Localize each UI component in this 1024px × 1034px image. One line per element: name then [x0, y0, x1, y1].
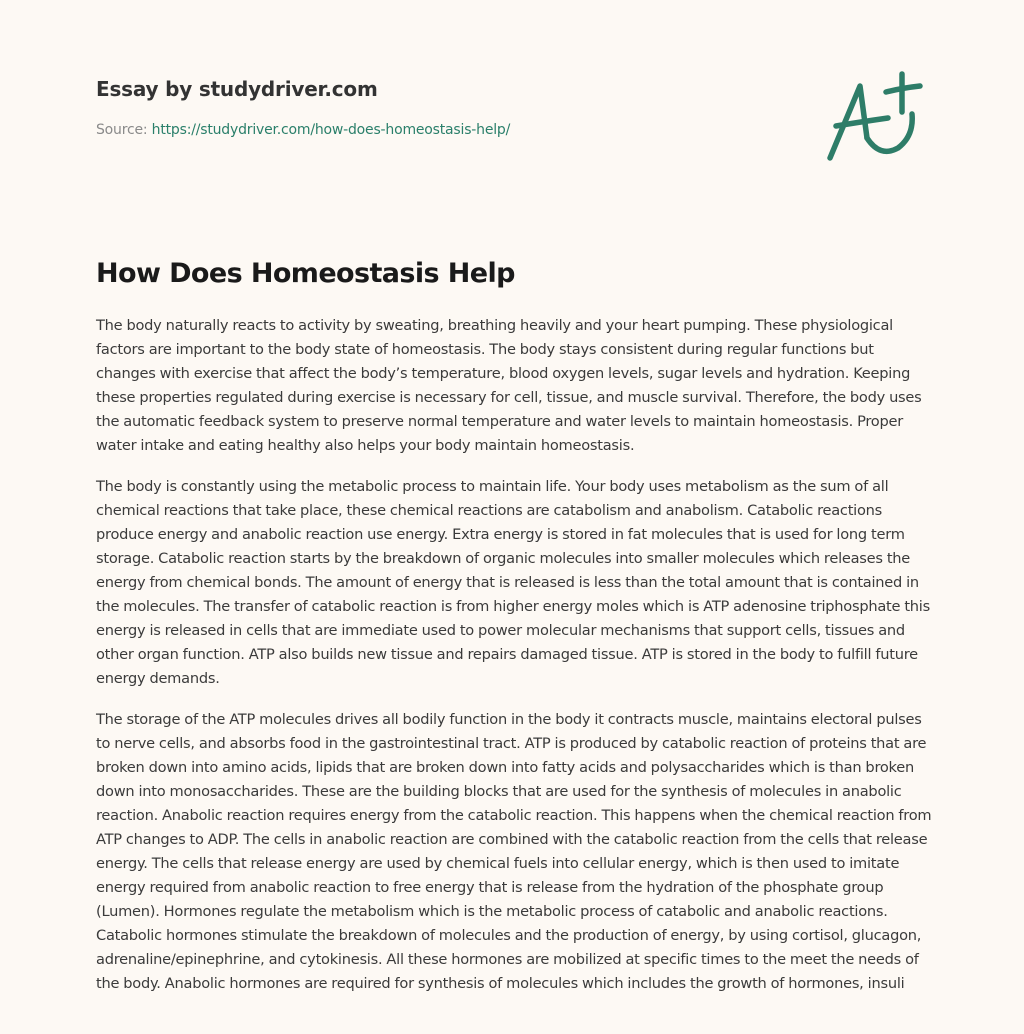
- article-body: [96, 314, 932, 1013]
- source-line: [96, 120, 796, 140]
- article-title: How Does Homeostasis Help: [96, 258, 515, 289]
- source-link[interactable]: https://studydriver.com/how-does-homeostasis-help/: [151, 122, 511, 138]
- a-plus-grade-icon: [820, 66, 930, 166]
- source-label: Source:: [96, 122, 148, 138]
- site-title: Essay by studydriver.com: [96, 77, 378, 101]
- article-paragraph: The body naturally reacts to activity by sweating, breathing heavily and your heart pumping. These physiological factors are important to the body state of homeostasis. The body stays consistent during regular functions but changes with exercise that affect the body’s temperature, blood oxygen levels, sugar levels and hydration. Keeping these properties regulated during exercise is necessary for cell, tissue, and muscle survival. Therefore, the body uses the automatic feedback system to preserve normal temperature and water levels to maintain homeostasis. Proper water intake and eating healthy also helps your body maintain homeostasis.: [96, 317, 922, 454]
- article-paragraph: The body is constantly using the metabolic process to maintain life. Your body uses metabolism as the sum of all chemical reactions that take place, these chemical reactions are catabolism and anabolism. Catabolic reactions produce energy and anabolic reaction use energy. Extra energy is stored in fat molecules that is used for long term storage. Catabolic reaction starts by the breakdown of organic molecules into smaller molecules which releases the energy from chemical bonds. The amount of energy that is released is less than the total amount that is contained in the molecules. The transfer of catabolic reaction is from higher energy moles which is ATP adenosine triphosphate this energy is released in cells that are immediate used to power molecular mechanisms that support cells, tissues and other organ function. ATP also builds new tissue and repairs damaged tissue. ATP is stored in the body to fulfill future energy demands.: [96, 478, 930, 687]
- article-paragraph: The storage of the ATP molecules drives all bodily function in the body it contracts muscle, maintains electoral pulses to nerve cells, and absorbs food in the gastrointestinal tract. ATP is produced by catabolic reaction of proteins that are broken down into amino acids, lipids that are broken down into fatty acids and polysaccharides which is than broken down into monosaccharides. These are the building blocks that are used for the synthesis of molecules in anabolic reaction. Anabolic reaction requires energy from the catabolic reaction. This happens when the chemical reaction from ATP changes to ADP. The cells in anabolic reaction are combined with the catabolic reaction from the cells that release energy. The cells that release energy are used by chemical fuels into cellular energy, which is then used to imitate energy required from anabolic reaction to free energy that is release from the hydration of the phosphate group (Lumen). Hormones regulate the metabolism which is the metabolic process of catabolic and anabolic reactions. Catabolic hormones stimulate the breakdown of molecules and the production of energy, by using cortisol, glucagon, adrenaline/epinephrine, and cytokinesis. All these hormones are mobilized at specific times to the meet the needs of the body. Anabolic hormones are required for synthesis of molecules which includes the growth of hormones, insuli: [96, 711, 932, 992]
- page-header: [96, 74, 796, 140]
